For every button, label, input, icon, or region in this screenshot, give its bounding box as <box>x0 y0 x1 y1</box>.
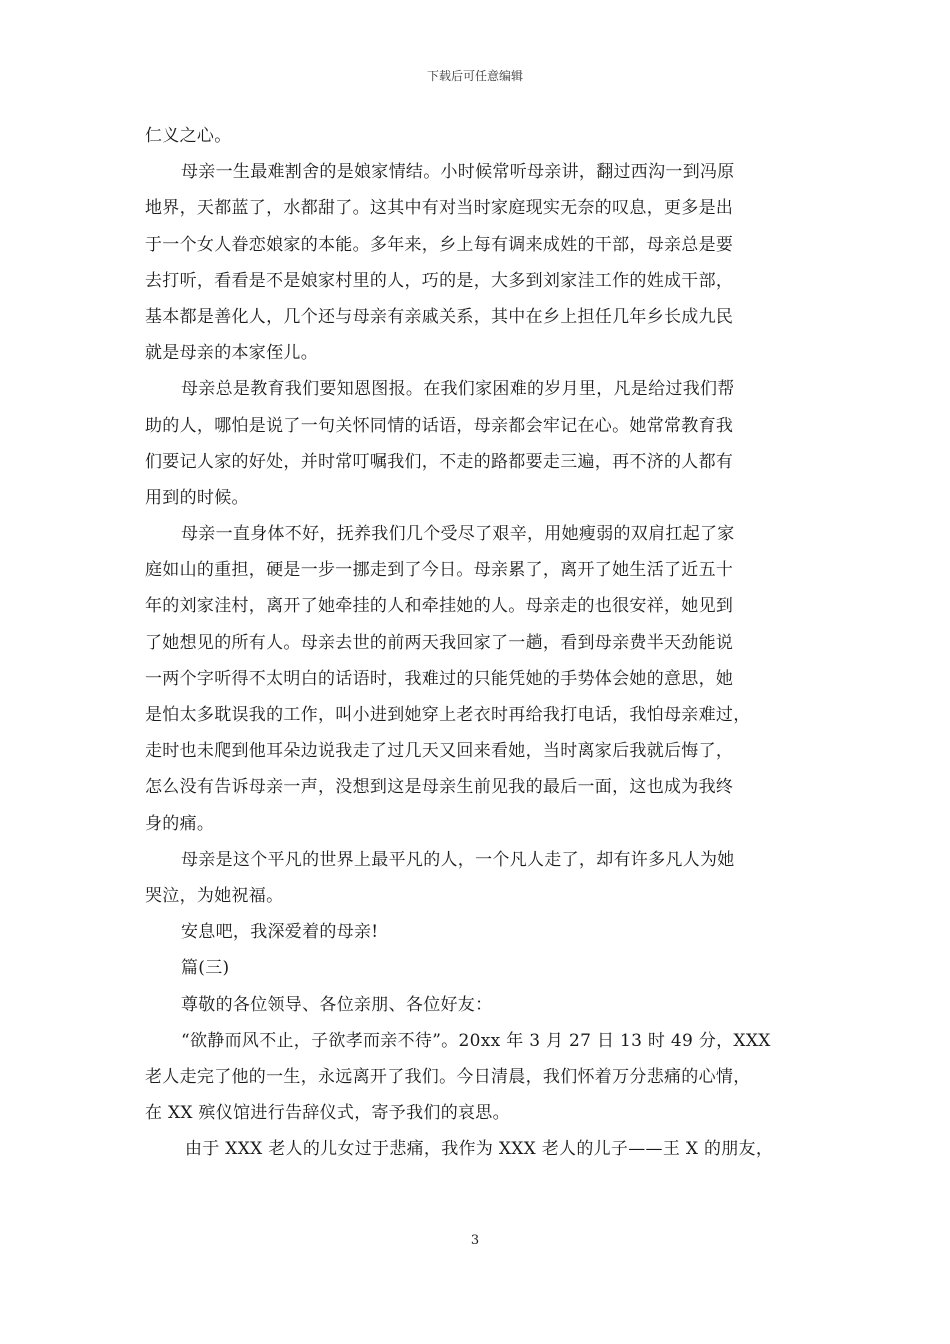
document-body <box>145 118 815 1167</box>
text-line: 了她想见的所有人。母亲去世的前两天我回家了一趟，看到母亲费半天劲能说 <box>145 632 734 653</box>
text-line: 助的人，哪怕是说了一句关怀同情的话语，母亲都会牢记在心。她常常教育我 <box>145 415 734 436</box>
text-line: 年的刘家洼村，离开了她牵挂的人和牵挂她的人。母亲走的也很安祥，她见到 <box>145 596 734 617</box>
text-line: 一两个字听得不太明白的话语时，我难过的只能凭她的手势体会她的意思，她 <box>145 668 734 689</box>
text-line: 母亲是这个平凡的世界上最平凡的人，一个凡人走了，却有许多凡人为她 <box>181 849 735 870</box>
text-line: 们要记人家的好处，并时常叮嘱我们，不走的路都要走三遍，再不济的人都有 <box>145 451 734 472</box>
text-line: 去打听，看看是不是娘家村里的人，巧的是，大多到刘家洼工作的姓成干部， <box>145 270 734 291</box>
text-line: “欲静而风不止，子欲孝而亲不待”。20xx 年 3 月 27 日 13 时 49 分，XXX <box>181 1030 771 1051</box>
text-line: 由于 XXX 老人的儿女过于悲痛，我作为 XXX 老人的儿子——王 X 的朋友， <box>185 1139 774 1160</box>
text-line: 尊敬的各位领导、各位亲朋、各位好友： <box>181 994 493 1015</box>
text-line: 身的痛。 <box>145 813 215 834</box>
text-line: 母亲一直身体不好，抚养我们几个受尽了艰辛，用她瘦弱的双肩扛起了家 <box>181 524 735 545</box>
text-line: 仁义之心。 <box>145 126 232 146</box>
text-line: 走时也未爬到他耳朵边说我走了过几天又回来看她，当时离家后我就后悔了， <box>145 741 734 762</box>
text-line: 庭如山的重担，硬是一步一挪走到了今日。母亲累了，离开了她生活了近五十 <box>145 560 734 581</box>
text-line: 就是母亲的本家侄儿。 <box>145 343 318 364</box>
text-line: 是怕太多耽误我的工作，叫小进到她穿上老衣时再给我打电话，我怕母亲难过， <box>145 705 751 725</box>
page-number: 3 <box>470 1233 480 1248</box>
text-line: 老人走完了他的一生，永远离开了我们。今日清晨，我们怀着万分悲痛的心情， <box>145 1066 751 1087</box>
text-line: 安息吧，我深爱着的母亲! <box>181 922 379 943</box>
text-line: 于一个女人眷恋娘家的本能。多年来，乡上每有调来成姓的干部，母亲总是要 <box>145 234 734 255</box>
text-line: 在 XX 殡仪馆进行告辞仪式，寄予我们的哀思。 <box>145 1103 510 1124</box>
text-line: 母亲总是教育我们要知恩图报。在我们家困难的岁月里，凡是给过我们帮 <box>181 379 735 400</box>
text-line: 地界，天都蓝了，水都甜了。这其中有对当时家庭现实无奈的叹息，更多是出 <box>145 198 734 219</box>
text-line: 基本都是善化人，几个还与母亲有亲戚关系，其中在乡上担任几年乡长成九民 <box>145 306 734 327</box>
text-line: 哭泣，为她祝福。 <box>145 885 284 906</box>
section-heading: 篇(三) <box>181 958 230 979</box>
text-line: 用到的时候。 <box>145 487 249 508</box>
page-header-note: 下载后可任意编辑 <box>426 69 523 83</box>
text-line: 母亲一生最难割舍的是娘家情结。小时候常听母亲讲，翻过西沟一到冯原 <box>181 162 735 183</box>
text-line: 怎么没有告诉母亲一声，没想到这是母亲生前见我的最后一面，这也成为我终 <box>145 777 734 798</box>
